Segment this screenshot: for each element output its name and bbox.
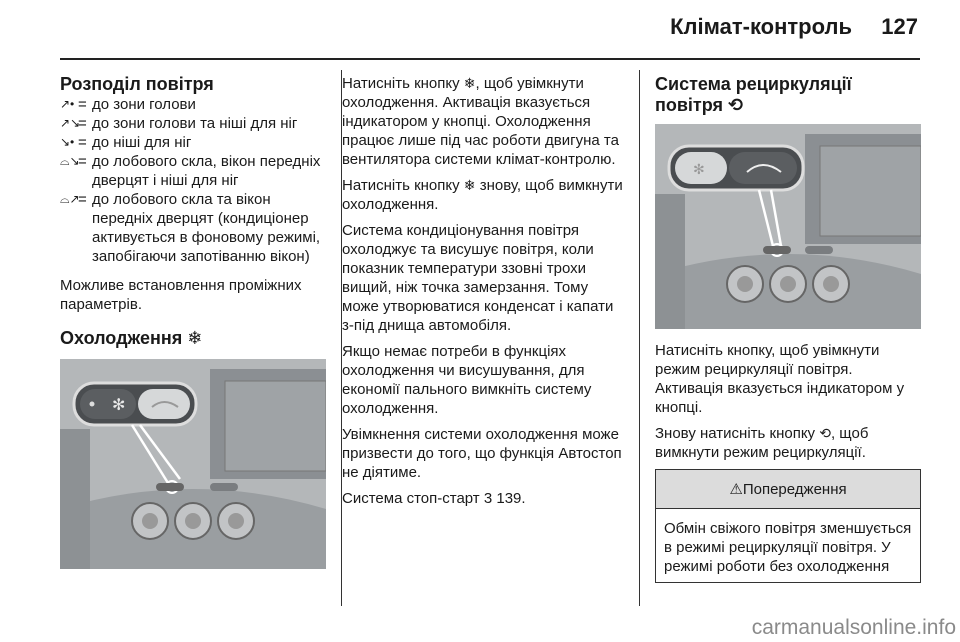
distribution-text: до ніші для ніг — [92, 134, 192, 151]
text-fragment: Натисніть кнопку — [342, 177, 460, 194]
windshield-foot-icon: ⌓↘ — [60, 154, 80, 168]
page-header-title: Клімат-контроль — [670, 14, 852, 39]
text-fragment: , щоб увімкнути охолодження. Активація вказується індикатором у кнопці. Охолодження працює лише під час роботи двигуна та вентилятора системи клімат-контролю. — [342, 75, 619, 168]
snowflake-icon: ❄ — [463, 177, 476, 193]
head-foot-zone-icon: ↗↘ — [60, 116, 81, 130]
windshield-icon: ⌓↗ — [60, 192, 80, 206]
column-divider-2 — [639, 70, 640, 606]
text-fragment: знову, щоб вимкнути охолодження. — [342, 177, 623, 213]
recirculation-icon: ⟲ — [819, 425, 831, 441]
intermediate-settings-text: Можливе встановлення проміжних параметрів. — [60, 277, 302, 313]
snowflake-icon: ❄ — [463, 75, 476, 91]
section-heading-cooling — [60, 328, 328, 349]
recirculation-heading-text: Система рециркуляції повітря — [655, 74, 852, 115]
distribution-item — [60, 95, 328, 114]
header-divider — [60, 58, 920, 60]
page-reference-link[interactable]: 139. — [496, 490, 526, 507]
snowflake-icon: ❄ — [187, 328, 203, 348]
svg-text:✻: ✻ — [112, 395, 126, 414]
warning-box — [655, 469, 921, 583]
cooling-paragraph-5: Увімкнення системи охолодження може призвести до того, що функція Автостоп не діятиме. — [342, 426, 622, 481]
distribution-text: до зони голови — [92, 96, 196, 113]
svg-text:✻: ✻ — [693, 162, 705, 178]
recirculation-paragraph-2 — [655, 424, 921, 462]
recirculation-icon: ⟲ — [728, 95, 744, 115]
section-heading-air-distribution: Розподіл повітря — [60, 74, 214, 94]
cooling-paragraph-6 — [342, 489, 629, 508]
cooling-heading-text: Охолодження — [60, 328, 183, 348]
warning-header — [656, 470, 920, 509]
cooling-paragraph-4: Якщо немає потреби в функціях охолодження чи висушування, для економії пального вимкніть систему охолодження. — [342, 343, 592, 417]
equals-sign: = — [78, 191, 87, 208]
text-fragment: Знову натисніть кнопку — [655, 425, 816, 442]
column-recirculation — [655, 74, 921, 583]
warning-triangle-icon: ⚠ — [729, 480, 743, 498]
ac-button-photo — [60, 359, 326, 569]
column-cooling-text — [342, 74, 629, 515]
foot-zone-icon: ↘• — [60, 135, 75, 149]
recirculation-button-photo — [655, 124, 921, 329]
page-number: 127 — [881, 14, 918, 39]
equals-sign: = — [78, 96, 87, 113]
head-zone-icon: ↗• — [60, 97, 75, 111]
warning-title: Попередження — [742, 480, 847, 498]
text-fragment: Система стоп-старт — [342, 490, 480, 507]
distribution-text: до лобового скла, вікон передніх дверцят і ніші для ніг — [92, 153, 321, 189]
cooling-paragraph-2 — [342, 176, 629, 214]
column-air-distribution — [60, 74, 328, 569]
distribution-item — [60, 114, 328, 133]
cooling-paragraph-3: Система кондиціонування повітря охолоджує та висушує повітря, коли показник температури ззовні трохи вищий, ніж точка замерзання. Тому може утворюватися конденсат і капати з-під днища автомобіля. — [342, 222, 614, 334]
text-fragment: Натисніть кнопку — [342, 75, 460, 92]
distribution-item — [60, 190, 328, 266]
section-heading-recirculation — [655, 74, 921, 116]
equals-sign: = — [78, 134, 87, 151]
page-reference-arrow-icon: 3 — [483, 490, 493, 507]
cooling-paragraph-1 — [342, 74, 629, 169]
distribution-item — [60, 152, 328, 190]
text-fragment: , щоб вимкнути режим рециркуляції. — [655, 425, 869, 461]
distribution-item — [60, 133, 328, 152]
watermark: carmanualsonline.info — [751, 616, 956, 639]
equals-sign: = — [78, 153, 87, 170]
distribution-text: до лобового скла та вікон передніх дверцят (кондиціонер активується в фоновому режимі, запобігаючи запотіванню вікон) — [92, 191, 321, 265]
equals-sign: = — [78, 115, 87, 132]
recirculation-paragraph-1: Натисніть кнопку, щоб увімкнути режим рециркуляції повітря. Активація вказується індикатором у кнопці. — [655, 342, 905, 416]
distribution-text: до зони голови та ніші для ніг — [92, 115, 298, 132]
warning-body: Обмін свіжого повітря зменшується в режимі рециркуляції повітря. У режимі роботи без охолодження — [664, 520, 912, 575]
